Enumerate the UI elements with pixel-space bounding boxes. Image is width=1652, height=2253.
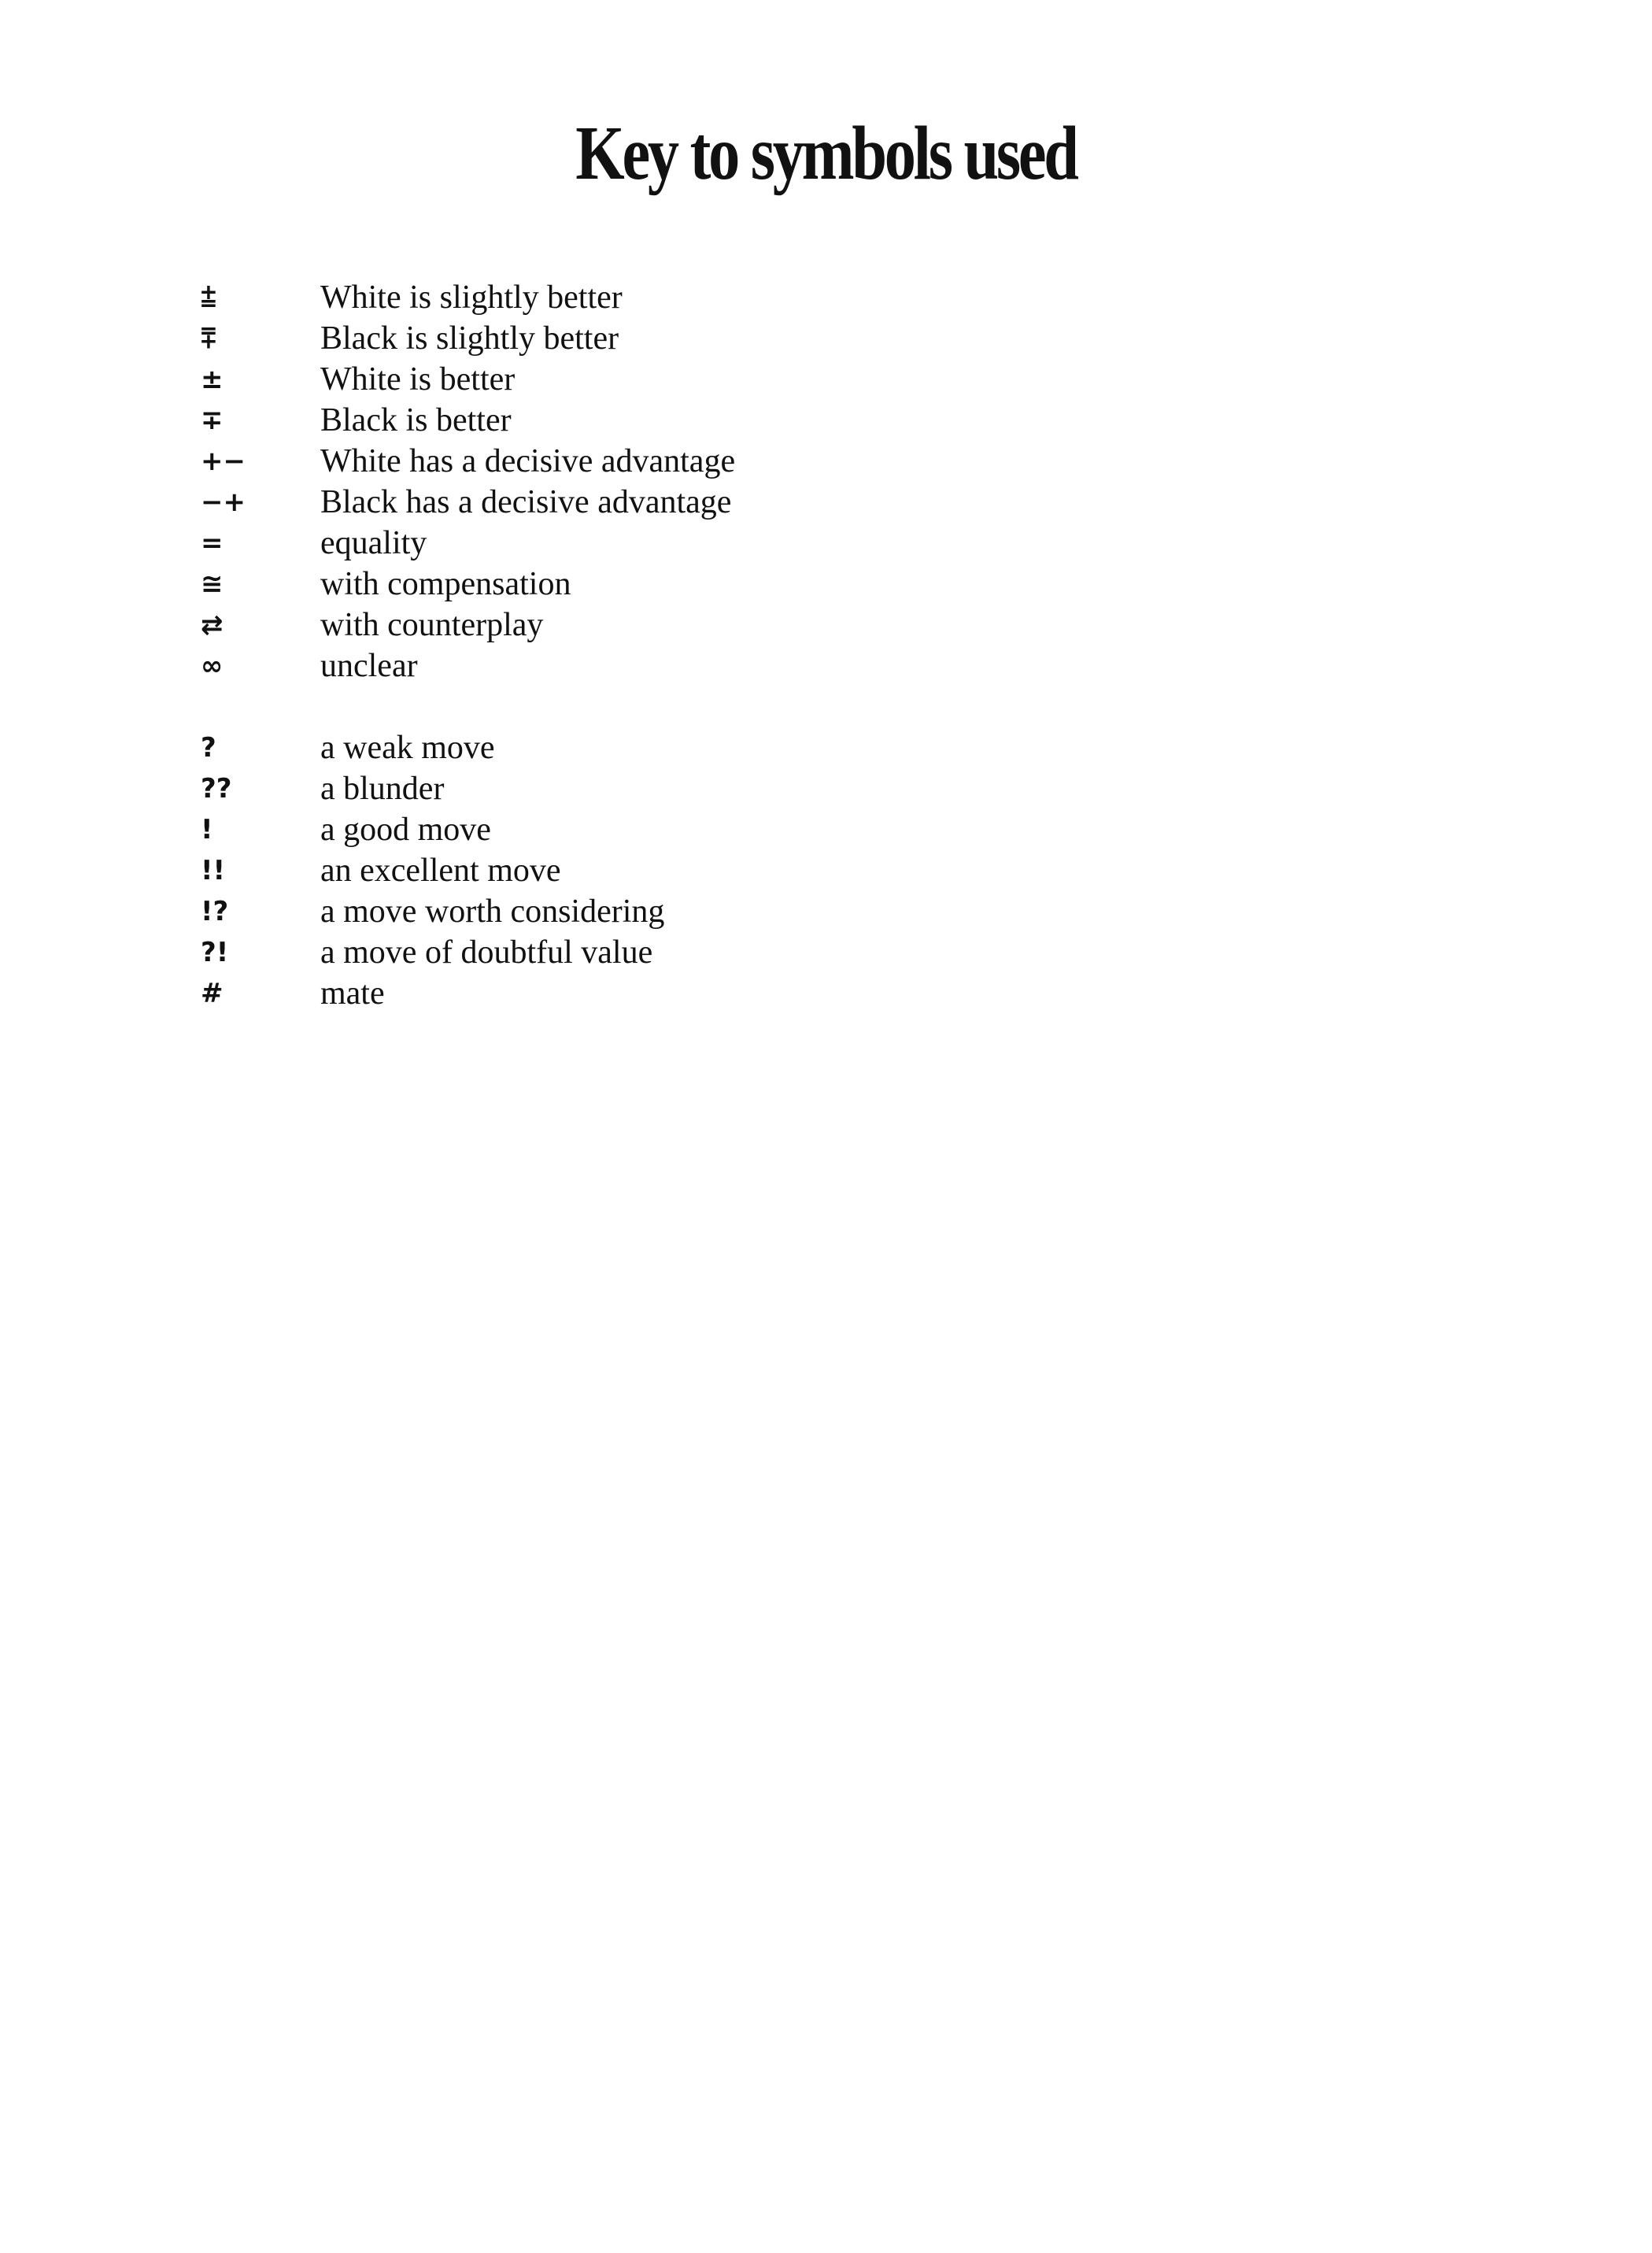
key-row (201, 441, 1145, 482)
key-row (201, 850, 1145, 891)
symbol-description: a good move (320, 812, 491, 848)
symbol-description: a weak move (320, 730, 495, 766)
symbol-description: with counterplay (320, 607, 544, 643)
symbol-black-slightly-better: ⩱ (201, 323, 216, 354)
key-row (201, 646, 1145, 686)
symbol-black-decisive: −+ (201, 486, 246, 518)
symbol-description: White is better (320, 361, 516, 398)
symbol-weak-move: ? (201, 732, 216, 764)
symbol-compensation: ≅ (201, 568, 224, 600)
symbol-white-decisive: +− (201, 446, 246, 477)
symbol-description: a blunder (320, 771, 445, 807)
symbol-description: with compensation (320, 566, 571, 602)
position-symbols-list (201, 277, 1145, 686)
symbol-description: mate (320, 975, 385, 1012)
symbol-blunder: ?? (201, 773, 232, 805)
symbol-description: Black is slightly better (320, 320, 619, 357)
key-row (201, 359, 1145, 400)
symbol-description: equality (320, 525, 427, 561)
key-row (201, 932, 1145, 973)
key-row (201, 523, 1145, 564)
key-row (201, 482, 1145, 523)
symbol-unclear: ∞ (201, 650, 224, 682)
symbol-black-better: ∓ (201, 405, 224, 436)
key-row (201, 400, 1145, 441)
symbol-counterplay: ⇄ (201, 609, 224, 641)
symbol-excellent-move: !! (201, 855, 226, 886)
symbol-equality: = (201, 527, 224, 559)
key-row (201, 768, 1145, 809)
symbol-description: Black has a decisive advantage (320, 484, 732, 520)
symbol-interesting-move: !? (201, 896, 229, 927)
symbol-description: a move worth considering (320, 893, 665, 930)
symbol-description: unclear (320, 648, 418, 684)
key-row (201, 809, 1145, 850)
symbol-description: White is slightly better (320, 279, 623, 316)
symbol-white-better: ± (201, 364, 224, 395)
key-row (201, 605, 1145, 646)
symbol-description: an excellent move (320, 853, 561, 889)
key-row (201, 318, 1145, 359)
page-title: Key to symbols used (575, 111, 1077, 196)
symbol-description: Black is better (320, 402, 512, 438)
symbol-good-move: ! (201, 814, 213, 845)
move-symbols-list (201, 727, 1145, 1014)
key-row (201, 973, 1145, 1014)
key-row (201, 891, 1145, 932)
key-row (201, 564, 1145, 605)
symbol-dubious-move: ?! (201, 937, 229, 968)
key-row (201, 727, 1145, 768)
key-row (201, 277, 1145, 318)
symbol-mate: # (201, 978, 224, 1009)
symbol-description: White has a decisive advantage (320, 443, 736, 479)
symbol-white-slightly-better: ⩲ (201, 282, 216, 313)
symbol-description: a move of doubtful value (320, 934, 653, 971)
